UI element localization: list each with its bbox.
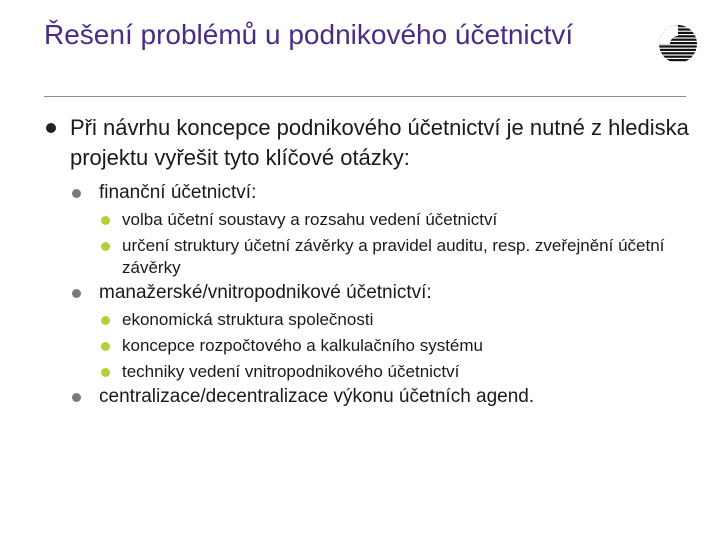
level3-bullet-dot — [101, 368, 110, 377]
list-item-text: techniky vedení vnitropodnikového účetnictví — [122, 362, 460, 381]
level3-bullet-dot — [101, 216, 110, 225]
section-label: centralizace/decentralizace výkonu účetních agend. — [99, 386, 535, 407]
level3-bullet-dot — [101, 316, 110, 325]
level1-bullet-dot — [46, 123, 56, 133]
level3-bullet-dot — [101, 242, 110, 251]
level3-bullet-dot — [101, 342, 110, 351]
main-bullet — [40, 113, 690, 173]
list-item — [40, 361, 690, 383]
level2-bullet-dot — [72, 189, 81, 198]
section-financial — [40, 181, 690, 205]
list-item-text: volba účetní soustavy a rozsahu vedení účetnictví — [122, 210, 498, 229]
level2-bullet-dot — [72, 393, 81, 402]
title-divider — [44, 96, 686, 97]
section-managerial — [40, 281, 690, 305]
list-item — [40, 309, 690, 331]
main-bullet-text: Při návrhu koncepce podnikového účetnictví je nutné z hlediska projektu vyřešit tyto klíčové otázky: — [70, 115, 689, 170]
section-label: manažerské/vnitropodnikové účetnictví: — [99, 282, 432, 303]
list-item — [40, 335, 690, 357]
slide-content — [40, 113, 690, 409]
list-item — [40, 209, 690, 231]
list-item — [40, 235, 690, 279]
striped-globe-icon — [656, 22, 700, 66]
list-item-text: určení struktury účetní závěrky a pravidel auditu, resp. zveřejnění účetní závěrky — [122, 236, 665, 277]
list-item-text: koncepce rozpočtového a kalkulačního systému — [122, 336, 483, 355]
level2-bullet-dot — [72, 289, 81, 298]
section-label: finanční účetnictví: — [99, 182, 257, 203]
list-item-text: ekonomická struktura společnosti — [122, 310, 374, 329]
slide-title: Řešení problémů u podnikového účetnictví — [44, 19, 574, 50]
section-centralization — [40, 385, 690, 409]
